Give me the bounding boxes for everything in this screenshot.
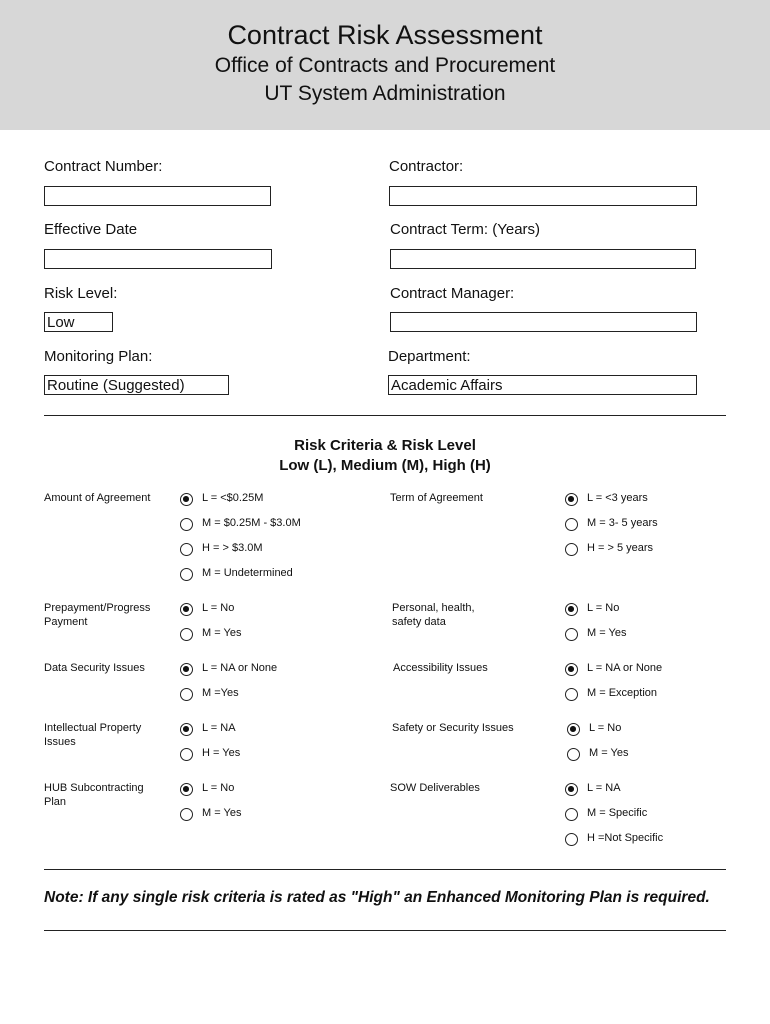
criteria-personal-data-label: Personal, health, safety data <box>392 602 475 628</box>
contract-term-field[interactable] <box>390 249 696 269</box>
sow-radio-low[interactable] <box>565 783 578 796</box>
department-label: Department: <box>388 348 471 365</box>
data-security-option-medium: M =Yes <box>202 687 239 699</box>
criteria-data-security-label: Data Security Issues <box>44 662 145 674</box>
accessibility-option-medium: M = Exception <box>587 687 658 699</box>
personal-data-option-low: L = No <box>587 602 620 614</box>
accessibility-option-low: L = NA or None <box>587 662 663 674</box>
accessibility-radio-medium[interactable] <box>565 688 578 701</box>
effective-date-label: Effective Date <box>44 221 138 238</box>
monitoring-plan-field[interactable]: Routine (Suggested) <box>44 375 229 395</box>
prepayment-option-low: L = No <box>202 602 235 614</box>
form-title: Contract Risk Assessment <box>227 20 543 50</box>
hub-radio-medium[interactable] <box>180 808 193 821</box>
sow-option-low: L = NA <box>587 782 621 794</box>
sow-radio-high[interactable] <box>565 833 578 846</box>
prepayment-option-medium: M = Yes <box>202 627 242 639</box>
data-security-radio-medium[interactable] <box>180 688 193 701</box>
personal-data-radio-medium[interactable] <box>565 628 578 641</box>
term-radio-high[interactable] <box>565 543 578 556</box>
personal-data-radio-low[interactable] <box>565 603 578 616</box>
risk-level-field[interactable]: Low <box>44 312 113 332</box>
ip-radio-low[interactable] <box>180 723 193 736</box>
criteria-amount-label: Amount of Agreement <box>44 492 151 504</box>
hub-radio-low[interactable] <box>180 783 193 796</box>
note-divider-top <box>44 869 726 870</box>
contract-manager-field[interactable] <box>390 312 697 332</box>
term-option-medium: M = 3- 5 years <box>587 517 658 529</box>
contract-number-field[interactable] <box>44 186 271 206</box>
amount-option-medium: M = $0.25M - $3.0M <box>202 517 301 529</box>
sow-option-medium: M = Specific <box>587 807 648 819</box>
amount-radio-high[interactable] <box>180 543 193 556</box>
criteria-heading: Risk Criteria & Risk Level <box>294 437 476 454</box>
prepayment-radio-medium[interactable] <box>180 628 193 641</box>
monitoring-plan-label: Monitoring Plan: <box>44 348 153 365</box>
amount-radio-low[interactable] <box>180 493 193 506</box>
amount-option-undetermined: M = Undetermined <box>202 567 293 579</box>
ip-radio-high[interactable] <box>180 748 193 761</box>
term-option-high: H = > 5 years <box>587 542 654 554</box>
criteria-prepayment-label: Prepayment/Progress Payment <box>44 602 151 628</box>
effective-date-field[interactable] <box>44 249 272 269</box>
prepayment-radio-low[interactable] <box>180 603 193 616</box>
form-subtitle-office: Office of Contracts and Procurement <box>214 54 556 77</box>
hub-option-low: L = No <box>202 782 235 794</box>
criteria-accessibility-label: Accessibility Issues <box>393 662 488 674</box>
note-divider-bottom <box>44 930 726 931</box>
ip-option-low: L = NA <box>202 722 236 734</box>
contractor-label: Contractor: <box>389 158 464 175</box>
department-field[interactable]: Academic Affairs <box>388 375 697 395</box>
criteria-sow-label: SOW Deliverables <box>390 782 480 794</box>
safety-option-low: L = No <box>589 722 622 734</box>
contract-manager-label: Contract Manager: <box>390 285 515 302</box>
risk-level-label: Risk Level: <box>44 285 118 302</box>
criteria-hub-label: HUB Subcontracting Plan <box>44 782 144 808</box>
form-subtitle-org: UT System Administration <box>264 82 506 105</box>
amount-radio-medium[interactable] <box>180 518 193 531</box>
sow-radio-medium[interactable] <box>565 808 578 821</box>
accessibility-radio-low[interactable] <box>565 663 578 676</box>
term-radio-low[interactable] <box>565 493 578 506</box>
data-security-option-low: L = NA or None <box>202 662 278 674</box>
amount-radio-undetermined[interactable] <box>180 568 193 581</box>
header-banner <box>0 0 770 130</box>
amount-option-high: H = > $3.0M <box>202 542 263 554</box>
criteria-safety-label: Safety or Security Issues <box>392 722 514 734</box>
section-divider <box>44 415 726 416</box>
criteria-ip-label: Intellectual Property Issues <box>44 722 142 748</box>
safety-radio-low[interactable] <box>567 723 580 736</box>
data-security-radio-low[interactable] <box>180 663 193 676</box>
hub-option-medium: M = Yes <box>202 807 242 819</box>
safety-option-medium: M = Yes <box>589 747 629 759</box>
amount-option-low: L = <$0.25M <box>202 492 264 504</box>
enhanced-monitoring-note: Note: If any single risk criteria is rated as "High" an Enhanced Monitoring Plan is required. <box>44 889 710 906</box>
term-option-low: L = <3 years <box>587 492 648 504</box>
safety-radio-medium[interactable] <box>567 748 580 761</box>
sow-option-high: H =Not Specific <box>587 832 664 844</box>
ip-option-high: H = Yes <box>202 747 241 759</box>
contract-term-label: Contract Term: (Years) <box>390 221 541 238</box>
criteria-subheading: Low (L), Medium (M), High (H) <box>279 457 491 474</box>
term-radio-medium[interactable] <box>565 518 578 531</box>
criteria-term-label: Term of Agreement <box>390 492 483 504</box>
contract-number-label: Contract Number: <box>44 158 163 175</box>
personal-data-option-medium: M = Yes <box>587 627 627 639</box>
contractor-field[interactable] <box>389 186 697 206</box>
